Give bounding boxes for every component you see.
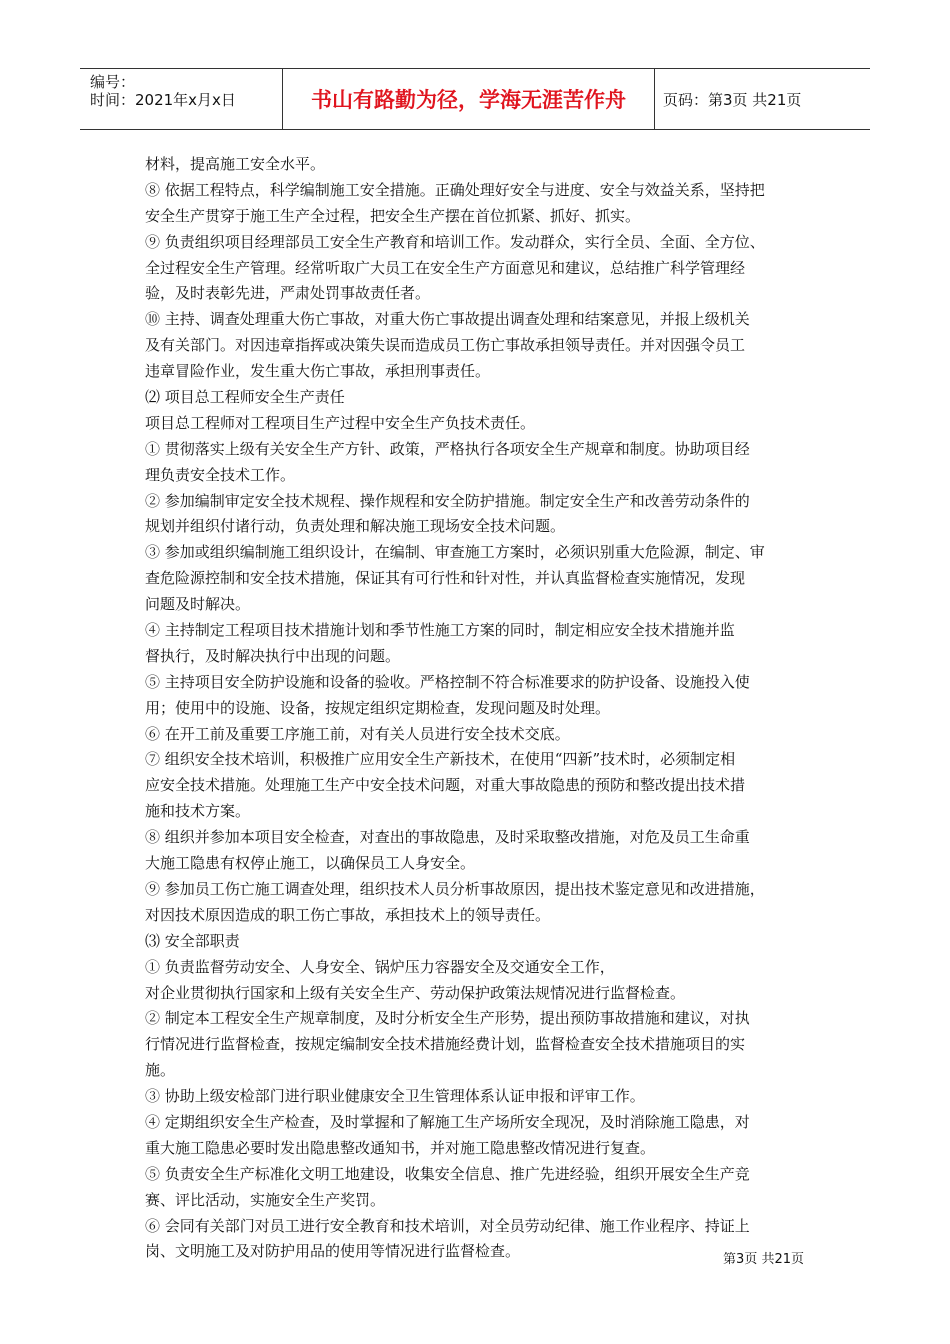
body-line: ② 制定本工程安全生产规章制度，及时分析安全生产形势，提出预防事故措施和建议，对执 — [145, 1009, 750, 1028]
body-line: ⑧ 依据工程特点，科学编制施工安全措施。正确处理好安全与进度、安全与效益关系，坚持把 — [145, 180, 765, 199]
body-line: 全过程安全生产管理。经常听取广大员工在安全生产方面意见和建议，总结推广科学管理经 — [145, 258, 746, 277]
section-heading: ⑵ 项目总工程师安全生产责任 — [145, 388, 345, 407]
body-line: 理负责安全技术工作。 — [145, 465, 296, 484]
body-line: ⑧ 组织并参加本项目安全检查，对查出的事故隐患，及时采取整改措施，对危及员工生命重 — [145, 828, 750, 847]
body-line: 重大施工隐患必要时发出隐患整改通知书，并对施工隐患整改情况进行复查。 — [145, 1138, 656, 1157]
body-line: 岗、文明施工及对防护用品的使用等情况进行监督检查。 — [145, 1242, 521, 1261]
section-heading: ⑶ 安全部职责 — [145, 931, 240, 950]
body-line: ⑥ 会同有关部门对员工进行安全教育和技术培训，对全员劳动纪律、施工作业程序、持证上 — [145, 1216, 750, 1235]
body-line: 应安全技术措施。处理施工生产中安全技术问题，对重大事故隐患的预防和整改提出技术措 — [145, 776, 746, 795]
body-line: ③ 协助上级安检部门进行职业健康安全卫生管理体系认证申报和评审工作。 — [145, 1087, 645, 1106]
header-page-info: 页码：第3页 共21页 — [663, 90, 802, 109]
page-footer: 第3页 共21页 — [723, 1252, 804, 1267]
body-line: 查危险源控制和安全技术措施，保证其有可行性和针对性，并认真监督检查实施情况，发现 — [145, 569, 746, 588]
body-line: 规划并组织付诸行动，负责处理和解决施工现场安全技术问题。 — [145, 517, 566, 536]
body-line: 验，及时表彰先进，严肃处罚事故责任者。 — [145, 284, 431, 303]
body-line: 项目总工程师对工程项目生产过程中安全生产负技术责任。 — [145, 413, 536, 432]
body-line: ⑨ 参加员工伤亡施工调查处理，组织技术人员分析事故原因，提出技术鉴定意见和改进措施， — [145, 879, 765, 898]
body-line: ⑥ 在开工前及重要工序施工前，对有关人员进行安全技术交底。 — [145, 724, 570, 743]
body-line: 大施工隐患有权停止施工，以确保员工人身安全。 — [145, 854, 476, 873]
body-line: ④ 定期组织安全生产检查，及时掌握和了解施工生产场所安全现况，及时消除施工隐患，对 — [145, 1112, 750, 1131]
body-line: 施。 — [145, 1061, 176, 1080]
body-line: ② 参加编制审定安全技术规程、操作规程和安全防护措施。制定安全生产和改善劳动条件的 — [145, 491, 750, 510]
header-meta — [80, 69, 283, 129]
body-line: ④ 主持制定工程项目技术措施计划和季节性施工方案的同时，制定相应安全技术措施并监 — [145, 621, 735, 640]
body-line: ① 负责监督劳动安全、人身安全、锅炉压力容器安全及交通安全工作， — [145, 957, 615, 976]
body-line: ⑨ 负责组织项目经理部员工安全生产教育和培训工作。发动群众，实行全员、全面、全方位、 — [145, 232, 765, 251]
body-line: ⑤ 主持项目安全防护设施和设备的验收。严格控制不符合标准要求的防护设备、设施投入使 — [145, 672, 750, 691]
body-line: 及有关部门。对因违章指挥或决策失误而造成员工伤亡事故承担领导责任。并对因强令员工 — [145, 336, 746, 355]
body-line: 赛、评比活动，实施安全生产奖罚。 — [145, 1190, 386, 1209]
body-line: 对企业贯彻执行国家和上级有关安全生产、劳动保护政策法规情况进行监督检查。 — [145, 983, 686, 1002]
body-line: 行情况进行监督检查，按规定编制安全技术措施经费计划，监督检查安全技术措施项目的实 — [145, 1035, 746, 1054]
page-header — [80, 68, 870, 130]
body-line: 对因技术原因造成的职工伤亡事故，承担技术上的领导责任。 — [145, 905, 551, 924]
body-line: 安全生产贯穿于施工生产全过程，把安全生产摆在首位抓紧、抓好、抓实。 — [145, 206, 641, 225]
body-line: 督执行，及时解决执行中出现的问题。 — [145, 646, 401, 665]
body-line: 施和技术方案。 — [145, 802, 251, 821]
body-line: ⑩ 主持、调查处理重大伤亡事故，对重大伤亡事故提出调查处理和结案意见，并报上级机关 — [145, 310, 750, 329]
document-number: 编号： — [90, 73, 136, 91]
body-line — [145, 1265, 810, 1291]
body-line: 用；使用中的设施、设备，按规定组织定期检查，发现问题及时处理。 — [145, 698, 611, 717]
body-line: 违章冒险作业，发生重大伤亡事故，承担刑事责任。 — [145, 362, 491, 381]
header-motto: 书山有路勤为径，学海无涯苦作舟 — [283, 69, 655, 129]
body-line: ⑤ 负责安全生产标准化文明工地建设，收集安全信息、推广先进经验，组织开展安全生产竞 — [145, 1164, 750, 1183]
body-line: ① 贯彻落实上级有关安全生产方针、政策，严格执行各项安全生产规章和制度。协助项目经 — [145, 439, 750, 458]
body-line: 问题及时解决。 — [145, 595, 251, 614]
body-line: ③ 参加或组织编制施工组织设计，在编制、审查施工方案时，必须识别重大危险源，制定、审 — [145, 543, 765, 562]
document-body — [145, 152, 810, 1291]
document-date: 时间：2021年x月x日 — [90, 91, 236, 109]
body-line: ⑦ 组织安全技术培训，积极推广应用安全生产新技术，在使用“四新”技术时，必须制定相 — [145, 750, 736, 769]
body-line: 材料，提高施工安全水平。 — [145, 155, 326, 173]
